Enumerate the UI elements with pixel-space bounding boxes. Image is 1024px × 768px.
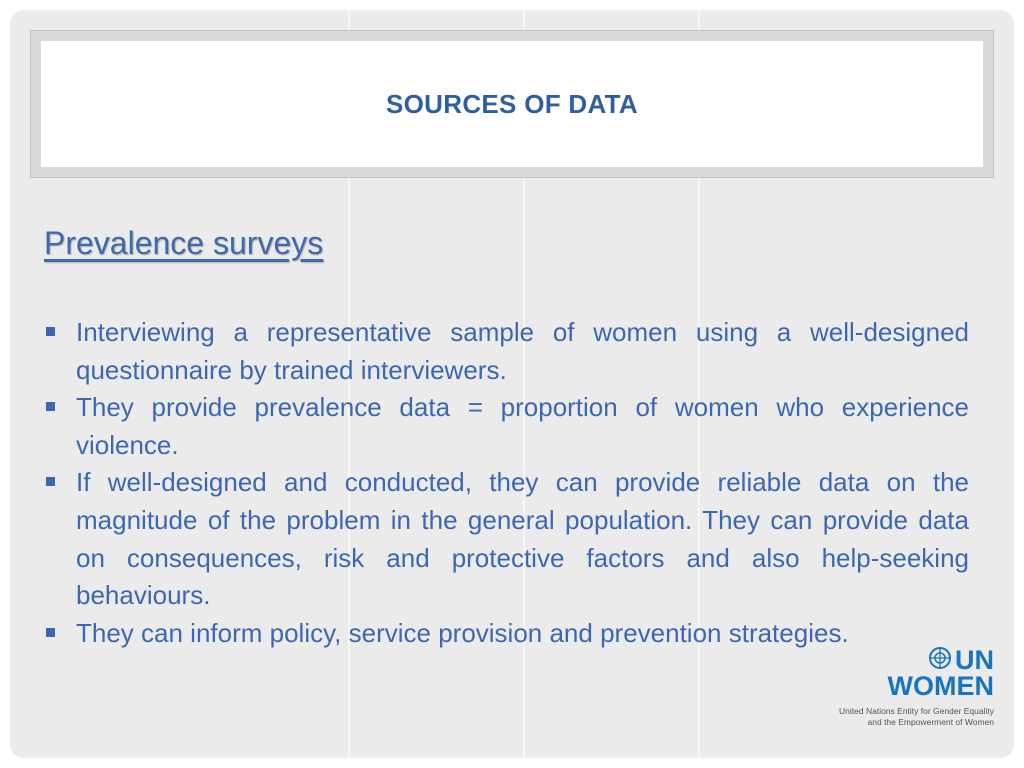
logo-tagline: [839, 706, 994, 728]
title-frame: [30, 30, 994, 178]
bullet-list: [44, 314, 969, 652]
square-bullet-icon: [46, 628, 55, 637]
section-heading: Prevalence surveys: [44, 225, 324, 261]
bullet-text: Interviewing a representative sample of women using a well-designed questionnaire by trained interviewers.: [76, 317, 969, 385]
logo-tagline-line: United Nations Entity for Gender Equality: [839, 706, 994, 716]
bullet-item: [44, 464, 969, 614]
slide-title: SOURCES OF DATA: [386, 88, 638, 119]
bullet-text: They provide prevalence data = proportion of women who experience violence.: [76, 392, 969, 460]
logo-women-text: WOMEN: [887, 671, 994, 701]
un-women-logo: [824, 646, 994, 736]
bullet-text: If well-designed and conducted, they can provide reliable data on the magnitude of the problem in the general population. They can provide data on consequences, risk and protective factors and also help-seeking behaviours.: [76, 467, 969, 611]
square-bullet-icon: [46, 402, 55, 411]
square-bullet-icon: [46, 327, 55, 336]
logo-un-text: UN: [955, 645, 994, 675]
title-box: [41, 41, 983, 167]
logo-tagline-line: and the Empowerment of Women: [867, 717, 994, 727]
square-bullet-icon: [46, 477, 55, 486]
bullet-text: They can inform policy, service provision and prevention strategies.: [76, 617, 849, 648]
bullet-item: [44, 314, 969, 389]
bullet-item: [44, 389, 969, 464]
slide: [10, 10, 1014, 758]
